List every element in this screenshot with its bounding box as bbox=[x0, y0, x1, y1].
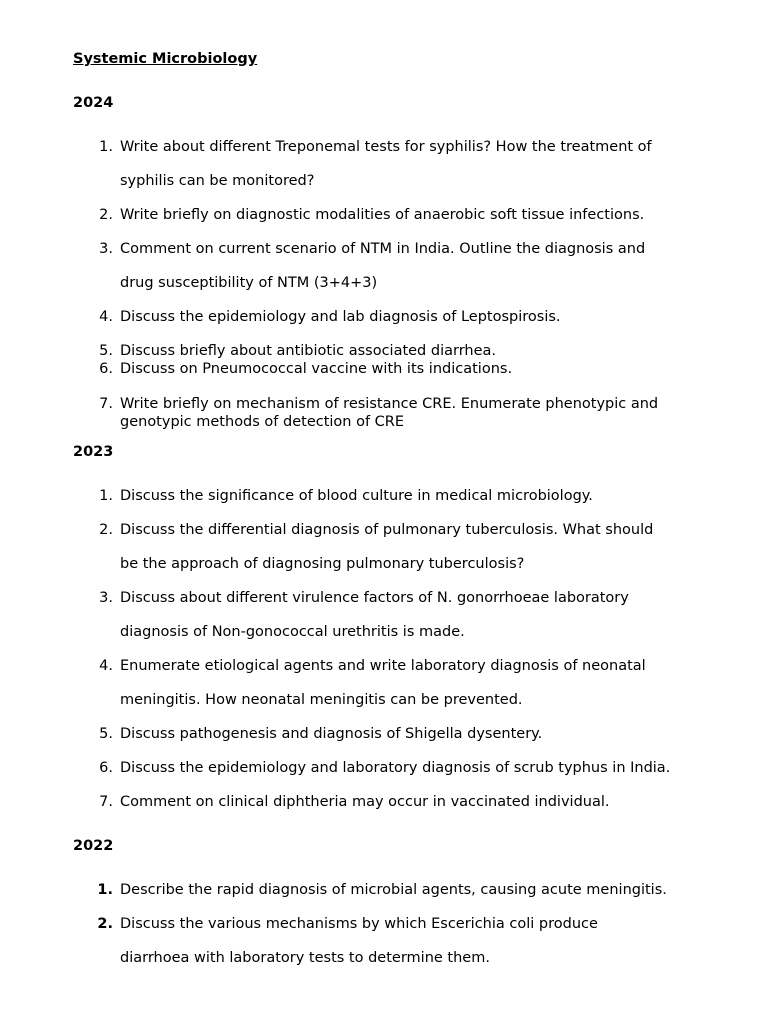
question-number: 6. bbox=[99, 361, 113, 377]
question-number: 7. bbox=[99, 396, 113, 412]
question-number: 7. bbox=[99, 794, 113, 810]
year-heading-2024: 2024 bbox=[73, 95, 114, 111]
question-text-line: Enumerate etiological agents and write laboratory diagnosis of neonatal bbox=[120, 658, 646, 674]
question-text-line: genotypic methods of detection of CRE bbox=[120, 414, 405, 430]
question-text-line: Discuss the various mechanisms by which Escerichia coli produce bbox=[120, 916, 598, 932]
question-text-line: Discuss the significance of blood culture in medical microbiology. bbox=[120, 488, 593, 504]
question-text-line: be the approach of diagnosing pulmonary tuberculosis? bbox=[120, 556, 525, 572]
question-text-line: Describe the rapid diagnosis of microbial agents, causing acute meningitis. bbox=[120, 882, 667, 898]
question-text-line: Discuss on Pneumococcal vaccine with its indications. bbox=[120, 361, 513, 377]
question-number: 3. bbox=[99, 241, 113, 257]
question-text-line: Discuss the epidemiology and laboratory diagnosis of scrub typhus in India. bbox=[120, 760, 671, 776]
question-number: 1. bbox=[99, 488, 113, 504]
question-number: 4. bbox=[99, 309, 113, 325]
question-number: 5. bbox=[99, 726, 113, 742]
question-text-line: Discuss briefly about antibiotic associated diarrhea. bbox=[120, 343, 497, 359]
question-text-line: meningitis. How neonatal meningitis can be prevented. bbox=[120, 692, 523, 708]
question-text-line: Discuss about different virulence factors of N. gonorrhoeae laboratory bbox=[120, 590, 629, 606]
question-text-line: drug susceptibility of NTM (3+4+3) bbox=[120, 275, 378, 291]
question-number: 6. bbox=[99, 760, 113, 776]
question-number: 2. bbox=[97, 916, 113, 932]
question-number: 3. bbox=[99, 590, 113, 606]
question-text-line: syphilis can be monitored? bbox=[120, 173, 315, 189]
question-text-line: diagnosis of Non-gonococcal urethritis is made. bbox=[120, 624, 465, 640]
question-text-line: Write briefly on mechanism of resistance CRE. Enumerate phenotypic and bbox=[120, 396, 659, 412]
question-text-line: Discuss the epidemiology and lab diagnosis of Leptospirosis. bbox=[120, 309, 561, 325]
question-text-line: Write briefly on diagnostic modalities of anaerobic soft tissue infections. bbox=[120, 207, 645, 223]
question-text-line: Comment on clinical diphtheria may occur in vaccinated individual. bbox=[120, 794, 610, 810]
question-text-line: Comment on current scenario of NTM in India. Outline the diagnosis and bbox=[120, 241, 646, 257]
question-text-line: Discuss the differential diagnosis of pulmonary tuberculosis. What should bbox=[120, 522, 654, 538]
question-number: 1. bbox=[99, 139, 113, 155]
question-number: 1. bbox=[97, 882, 113, 898]
year-heading-2022: 2022 bbox=[73, 838, 114, 854]
question-number: 4. bbox=[99, 658, 113, 674]
document-title: Systemic Microbiology bbox=[73, 51, 258, 67]
question-number: 5. bbox=[99, 343, 113, 359]
question-text-line: Write about different Treponemal tests for syphilis? How the treatment of bbox=[120, 139, 652, 155]
question-text-line: diarrhoea with laboratory tests to determine them. bbox=[120, 950, 490, 966]
question-text-line: Discuss pathogenesis and diagnosis of Shigella dysentery. bbox=[120, 726, 543, 742]
year-heading-2023: 2023 bbox=[73, 444, 114, 460]
question-number: 2. bbox=[99, 207, 113, 223]
question-number: 2. bbox=[99, 522, 113, 538]
